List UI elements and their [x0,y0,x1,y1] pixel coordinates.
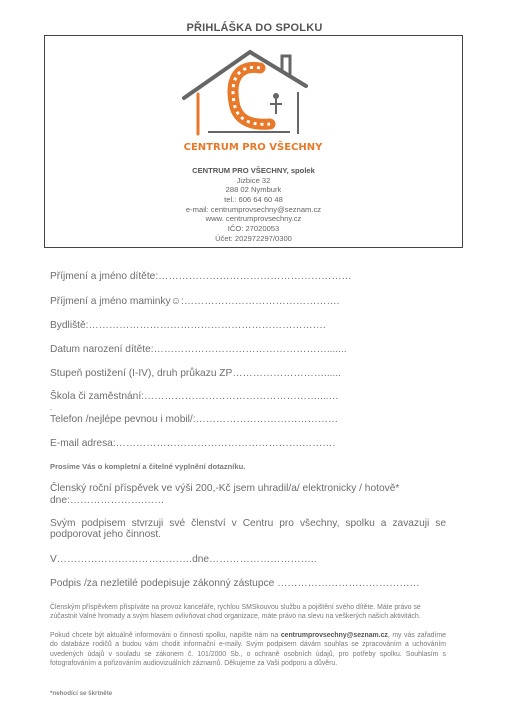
fee-line: Členský roční příspěvek ve výši 200,-Kč jsem uhradil/a/ elektronicky / hotově* [50,483,400,494]
letter-c [233,67,270,124]
org-email: e-mail: centrumprovsechny@seznam.cz [185,205,322,214]
footnote: *nehodící se škrtněte [50,690,113,697]
fee-date-field[interactable]: dne:………………….…… [50,495,165,506]
contact-email: centrumprovsechny@seznam.cz [280,632,388,639]
instruction-text: Prosíme Vás o kompletní a čitelné vyplnění dotazníku. [50,462,246,471]
email-field[interactable]: E-mail adresa:……………………………………………….………. [50,438,336,449]
signature-field[interactable]: Podpis /za nezletilé podepisuje zákonný zástupce …………………………………… [50,578,420,589]
fine-print-membership: Členským příspěvkem přispíváte na provoz kanceláře, rychlou SMSkouvou službu a pojištění svého dítěte. Máte právo se zúčastnit Valné hromady a svým hlasem ovlivňovat chod organizace, máte právo na slevu na veškerých našich aktivitách. [50,604,421,621]
org-name: CENTRUM PRO VŠECHNY, spolek [192,166,315,175]
document-title: PŘIHLÁŠKA DO SPOLKU [186,22,323,34]
school-field[interactable]: Škola či zaměstnání:……………………………………………....… [50,391,339,402]
disability-field[interactable]: Stupeň postižení (I-IV), druh průkazu ZP………………………...... [50,368,342,379]
mother-name-field[interactable]: Příjmení a jméno maminky☺:………………………………………. [50,296,340,307]
org-account: Účet: 202972297/0300 [215,234,292,243]
figure-body [270,99,282,114]
org-phone: tel.: 606 64 60 48 [224,195,283,204]
org-ico: IČO: 27020053 [227,224,280,233]
org-city: 288 02 Nymburk [225,185,282,194]
phone-field[interactable]: Telefon /nejlépe pevnou i mobil/:…………………………………… [50,414,339,425]
org-street: Jizbice 32 [236,176,271,185]
place-date-field[interactable]: V………………………………….dne………………………….. [50,554,317,565]
child-name-field[interactable]: Příjmení a jméno dítěte:………………………………………………… [50,271,352,282]
consent-text: , my vás zařadíme do databáze rodičů a budou vám chodit informační e-maily. Svým podpisem dávám souhlas se zpracováním a uchováním uvedených údajů v souladu se zákonem č. 101/2000 Sb., o ochraně osobních údajů, pro potřeby spolku. Souhlasím s fotografováním a pořizováním audiovizuálních záznamů. Děkujeme za Vaši podporu a důvěru. [50,632,446,667]
signature-statement: Svým podpisem stvrzuji své členství v Centru pro všechny, spolku a zavazuji se podporovat jeho činnost. [50,518,446,540]
org-web: www. centrumprovsechny.cz [205,214,302,223]
consent-intro: Pokud chcete být aktuálně informováni o činnosti spolku, napište nám na [50,632,279,639]
stray-dot: . [50,403,53,412]
centrum-logo [178,46,328,158]
figure-head [273,93,279,99]
birth-date-field[interactable]: Datum narození dítěte:……………………………………………....... [50,344,347,355]
address-field[interactable]: Bydliště:……………………………………………………………. [50,320,326,331]
fine-print-consent [50,631,446,668]
logo-text: CENTRUM PRO VŠECHNY [183,142,323,153]
